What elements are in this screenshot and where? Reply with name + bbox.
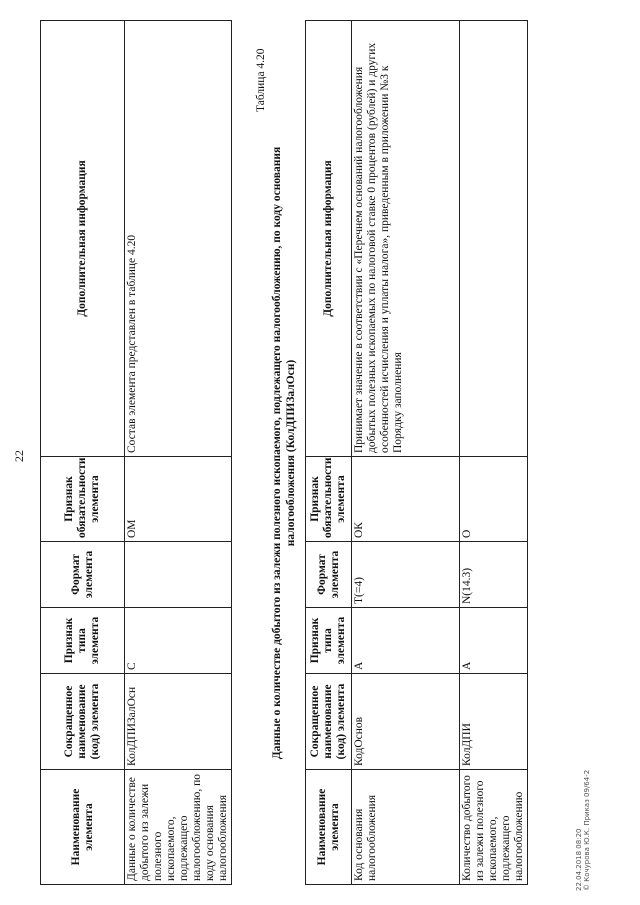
table2-cell [460, 21, 528, 457]
table1-header: Дополнительная информация [41, 21, 125, 457]
table2-header: Сокращенное наименование (код) элемента [306, 674, 352, 770]
table1-cell: Состав элемента представлен в таблице 4.20 [125, 21, 232, 457]
table2-cell: N(14.3) [460, 542, 528, 608]
table2-header: Признак типа элемента [306, 608, 352, 674]
table2-cell: КолДПИ [460, 674, 528, 770]
table1-header: Признак обязательности элемента [41, 457, 125, 542]
table1-cell: Данные о количестве добытого из залежи полезного ископаемого, подлежащего налогообложению, по коду основания налогообложения [125, 770, 232, 885]
document-stamp [575, 770, 591, 891]
table2-header: Признак обязательности элемента [306, 457, 352, 542]
table1-row [125, 21, 232, 885]
table1-header: Формат элемента [41, 542, 125, 608]
table1-header: Признак типа элемента [41, 608, 125, 674]
table2-header: Наименование элемента [306, 770, 352, 885]
stamp-line: 22.04.2018 08:20 [575, 828, 583, 891]
table1-cell [125, 542, 232, 608]
table-caption: Таблица 4.20 [255, 48, 267, 112]
table1-header: Сокращенное наименование (код) элемента [41, 674, 125, 770]
table1-cell: С [125, 608, 232, 674]
table2-cell: Код основания налогообложения [352, 770, 460, 885]
table-continued [40, 20, 232, 885]
table2-row [460, 21, 528, 885]
table-4-20 [305, 20, 528, 885]
table2-header: Формат элемента [306, 542, 352, 608]
page-number: 22 [12, 450, 26, 462]
table2-cell: Количество добытого из залежи полезного ископаемого, подлежащего налогообложению [460, 770, 528, 885]
table2-cell: Принимает значение в соответствии с «Перечнем оснований налогообложения добытых полезных ископаемых по налоговой ставке 0 процентов (рублей) и других особенностей исчисления и уплаты налога», приведенным в приложении №3 к Порядку заполнения [352, 21, 460, 457]
table2-cell: А [352, 608, 460, 674]
table2-header-row [306, 21, 352, 885]
table-title-line: Данные о количестве добытого из залежи полезного ископаемого, подлежащего налогообложению, по коду основания [271, 146, 283, 760]
table1-cell: ОМ [125, 457, 232, 542]
table-title-line: налогообложения (КолДПИЗалОсн) [285, 359, 297, 547]
table2-header: Дополнительная информация [306, 21, 352, 457]
table-title [270, 21, 298, 885]
table2-cell: Т(=4) [352, 542, 460, 608]
table1-header: Наименование элемента [41, 770, 125, 885]
table1-cell: КолДПИЗалОсн [125, 674, 232, 770]
table2-row [352, 21, 460, 885]
stamp-line: © Кочурова Ю.К. Приказ 09/64-2 [583, 769, 591, 891]
table2-cell: О [460, 457, 528, 542]
table2-cell: ОК [352, 457, 460, 542]
table2-cell: КодОснов [352, 674, 460, 770]
table1-header-row [41, 21, 125, 885]
table2-cell: А [460, 608, 528, 674]
